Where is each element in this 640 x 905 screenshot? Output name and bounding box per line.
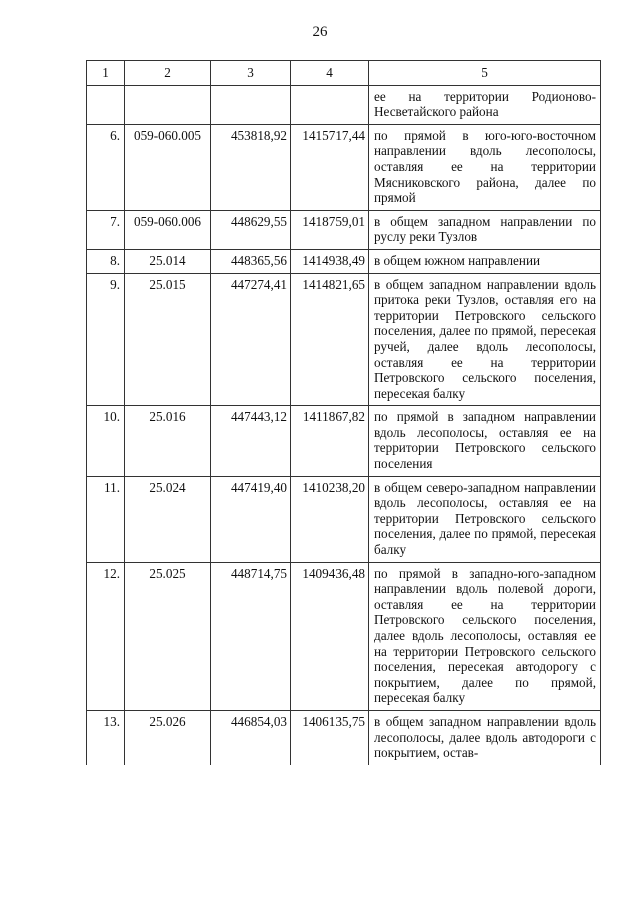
table-header-row [87, 61, 601, 86]
point-number [87, 85, 125, 124]
coordinate-y: 1410238,20 [291, 476, 369, 562]
point-number: 7. [87, 210, 125, 249]
table-row [87, 476, 601, 562]
coordinate-x: 448629,55 [211, 210, 291, 249]
point-code [125, 85, 211, 124]
coordinate-y: 1411867,82 [291, 406, 369, 476]
point-number: 11. [87, 476, 125, 562]
column-header-4: 4 [291, 61, 369, 86]
point-code: 25.024 [125, 476, 211, 562]
table-row [87, 710, 601, 764]
coordinate-y: 1406135,75 [291, 710, 369, 764]
table-row [87, 210, 601, 249]
boundary-table [86, 60, 601, 765]
point-number: 13. [87, 710, 125, 764]
table-row [87, 406, 601, 476]
point-code: 059-060.005 [125, 124, 211, 210]
coordinate-x: 447419,40 [211, 476, 291, 562]
coordinate-y: 1414938,49 [291, 249, 369, 273]
column-header-3: 3 [211, 61, 291, 86]
boundary-description: по прямой в западно-юго-западном направлении вдоль полевой дороги, оставляя ее на территории Петровского сельского поселения, далее вдоль лесополосы, оставляя ее на территории Петровского сельского поселения, пересекая автодорогу с покрытием, далее по прямой, пересекая балку [369, 562, 601, 710]
point-number: 12. [87, 562, 125, 710]
coordinate-x: 446854,03 [211, 710, 291, 764]
boundary-description: в общем западном направлении вдоль лесополосы, далее вдоль автодороги с покрытием, остав- [369, 710, 601, 764]
boundary-description: по прямой в юго-юго-восточном направлении вдоль лесополосы, оставляя ее на территории Мясниковского района, далее по прямой [369, 124, 601, 210]
point-number: 6. [87, 124, 125, 210]
coordinate-x: 447274,41 [211, 273, 291, 406]
coordinate-x: 448365,56 [211, 249, 291, 273]
boundary-description: в общем западном направлении по руслу реки Тузлов [369, 210, 601, 249]
coordinate-x [211, 85, 291, 124]
boundary-description: в общем западном направлении вдоль притока реки Тузлов, оставляя его на территории Петровского сельского поселения, далее по прямой, пересекая ручей, далее вдоль лесополосы, оставляя ее на территории Петровского сельского поселения, пересекая балку [369, 273, 601, 406]
column-header-5: 5 [369, 61, 601, 86]
table-row [87, 249, 601, 273]
point-number: 9. [87, 273, 125, 406]
point-code: 25.025 [125, 562, 211, 710]
coordinate-y: 1415717,44 [291, 124, 369, 210]
point-code: 25.016 [125, 406, 211, 476]
coordinate-y: 1409436,48 [291, 562, 369, 710]
coordinate-y: 1418759,01 [291, 210, 369, 249]
coordinate-y [291, 85, 369, 124]
table-row [87, 273, 601, 406]
boundary-description: в общем северо-западном направлении вдоль лесополосы, оставляя ее на территории Петровского сельского поселения, далее по прямой, пересекая балку [369, 476, 601, 562]
boundary-description: по прямой в западном направлении вдоль лесополосы, оставляя ее на территории Петровского сельского поселения [369, 406, 601, 476]
coordinate-y: 1414821,65 [291, 273, 369, 406]
table-row [87, 562, 601, 710]
column-header-1: 1 [87, 61, 125, 86]
page-number: 26 [312, 24, 328, 40]
table-row [87, 124, 601, 210]
point-number: 8. [87, 249, 125, 273]
point-code: 25.026 [125, 710, 211, 764]
coordinate-x: 447443,12 [211, 406, 291, 476]
column-header-2: 2 [125, 61, 211, 86]
coordinate-x: 453818,92 [211, 124, 291, 210]
point-code: 25.014 [125, 249, 211, 273]
point-code: 25.015 [125, 273, 211, 406]
table-row [87, 85, 601, 124]
boundary-description: ее на территории Родионово-Несветайского района [369, 85, 601, 124]
coordinate-x: 448714,75 [211, 562, 291, 710]
point-code: 059-060.006 [125, 210, 211, 249]
point-number: 10. [87, 406, 125, 476]
boundary-description: в общем южном направлении [369, 249, 601, 273]
